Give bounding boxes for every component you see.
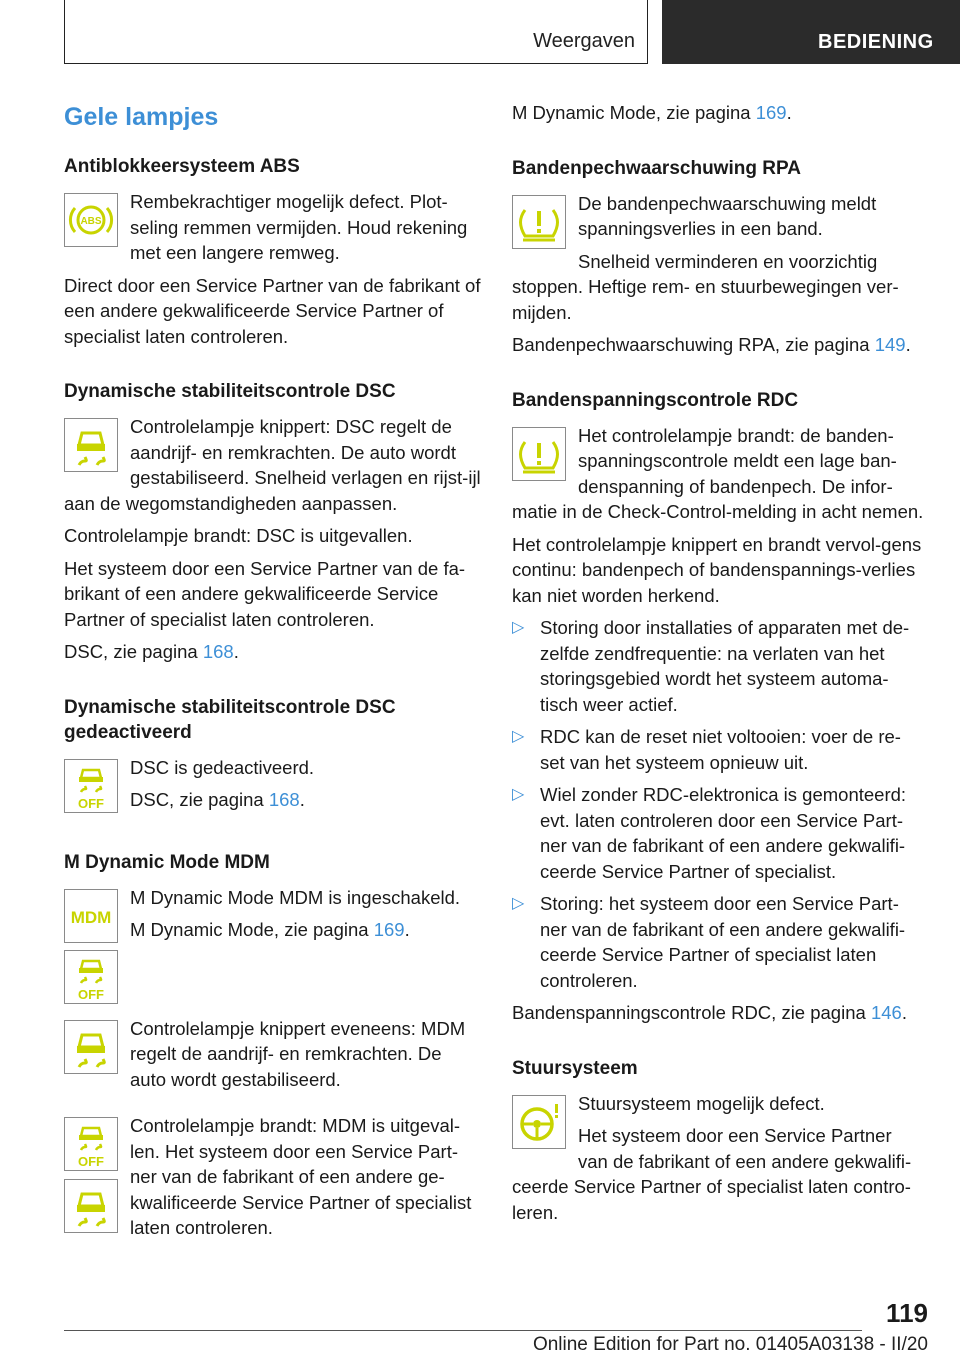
rdc-text-2: Het controlelampje knippert en brandt vervol-gens continu: bandenpech of bandenspannings-verlies kan niet worden herkend. bbox=[512, 533, 922, 606]
steering-wheel-icon bbox=[512, 1095, 566, 1149]
dsc-heading: Dynamische stabiliteitscontrole DSC bbox=[64, 381, 396, 402]
dsc-skid-icon bbox=[64, 1179, 118, 1233]
left-column bbox=[64, 100, 482, 1248]
page-number: 119 bbox=[886, 1298, 928, 1328]
section-steering bbox=[512, 1056, 924, 1233]
dsc-text-2: Controlelampje brandt: DSC is uitgevallen. bbox=[64, 525, 413, 546]
mdm-continued-page-link[interactable]: 169 bbox=[755, 102, 787, 123]
rdc-bullet: ▷ Wiel zonder RDC-elektronica is gemonteerd: evt. laten controleren door een Service Part-ner van de fabrikant of een andere gekwalifi-ceerde Service Partner of specialist. bbox=[512, 784, 907, 882]
rpa-reference: Bandenpechwaarschuwing RPA, zie pagina 149. bbox=[512, 334, 911, 355]
steering-text-2: Het systeem door een Service Partner van de fabrikant of een andere gekwalifi-ceerde Service Partner of specialist laten contro-leren. bbox=[512, 1125, 912, 1223]
dsc-text-1: Controlelampje knippert: DSC regelt de aandrijf- en remkrachten. De auto wordt gestabiliseerd. Snelheid verlagen en rijst-ijl aan de wegomstandigheden aanpassen. bbox=[64, 416, 481, 514]
dsc-reference: DSC, zie pagina 168. bbox=[64, 641, 239, 662]
page-title: Gele lampjes bbox=[64, 103, 219, 131]
rdc-text-1: Het controlelampje brandt: de banden-spanningscontrole meldt een lage ban-denspanning of bandenpech. De infor-matie in de Check-Control-melding in acht nemen. bbox=[512, 424, 924, 522]
rdc-heading: Bandenspanningscontrole RDC bbox=[512, 389, 799, 411]
rpa-heading: Bandenpechwaarschuwing RPA bbox=[512, 157, 801, 179]
abs-heading: Antiblokkeersysteem ABS bbox=[64, 156, 300, 177]
tire-pressure-icon bbox=[512, 427, 566, 481]
rdc-bullet: ▷ Storing: het systeem door een Service Part-ner van de fabrikant of een andere gekwalifi-ceerde Service Partner of specialist laten controleren. bbox=[512, 893, 906, 991]
section-dsc-off bbox=[64, 695, 482, 820]
mdm-text-2: Controlelampje knippert eveneens: MDM regelt de aandrijf- en remkrachten. De auto wordt gestabiliseerd. bbox=[130, 1017, 466, 1090]
footer-edition: Online Edition for Part no. 01405A03138 - II/20 bbox=[532, 1334, 928, 1355]
mdm-page-link[interactable]: 169 bbox=[373, 919, 405, 940]
dsc-page-link[interactable]: 168 bbox=[202, 641, 234, 662]
dsc-off-reference: DSC, zie pagina 168. bbox=[130, 789, 305, 810]
tire-pressure-icon bbox=[512, 195, 566, 249]
section-mdm bbox=[64, 850, 482, 1248]
dsc-skid-icon bbox=[64, 1020, 118, 1074]
steering-heading: Stuursysteem bbox=[512, 1057, 638, 1079]
section-dsc bbox=[64, 379, 482, 665]
rpa-text-2: Snelheid verminderen en voorzichtig stoppen. Heftige rem- en stuurbewegingen ver-mijden. bbox=[512, 250, 899, 323]
abs-warning-icon bbox=[64, 193, 118, 247]
section-abs bbox=[64, 154, 482, 349]
header-section-box bbox=[64, 0, 648, 64]
svg-text:OFF: OFF bbox=[78, 986, 104, 1002]
mdm-reference: M Dynamic Mode, zie pagina 169. bbox=[130, 919, 410, 940]
dsc-skid-icon bbox=[64, 418, 118, 472]
abs-text-1: Rembekrachtiger mogelijk defect. Plot-seling remmen vermijden. Houd rekening met een langere remweg. bbox=[130, 191, 468, 263]
svg-text:MDM: MDM bbox=[70, 907, 112, 927]
rdc-bullet: ▷ RDC kan de reset niet voltooien: voer de re-set van het systeem opnieuw uit. bbox=[512, 726, 901, 773]
mdm-icon bbox=[64, 889, 118, 943]
svg-text:ABS: ABS bbox=[80, 216, 102, 227]
mdm-continued-reference: M Dynamic Mode, zie pagina 169. bbox=[512, 102, 792, 123]
dsc-off-icon bbox=[64, 759, 118, 813]
bullet-triangle-icon: ▷ bbox=[512, 786, 525, 803]
rdc-bullet: ▷ Storing door installaties of apparaten met de-zelfde zendfrequentie: na verlaten van het storingsgebied wordt het systeem automa-tisch weer actief. bbox=[512, 617, 910, 715]
abs-text-2: Direct door een Service Partner van de fabrikant of een andere gekwalificeerde Service Partner of specialist laten controleren. bbox=[64, 274, 481, 347]
header-chapter-box bbox=[662, 0, 960, 64]
rpa-page-link[interactable]: 149 bbox=[874, 334, 906, 355]
dsc-off-icon bbox=[64, 950, 118, 1004]
mdm-text-1: M Dynamic Mode MDM is ingeschakeld. bbox=[130, 886, 461, 908]
svg-text:OFF: OFF bbox=[78, 795, 104, 811]
dsc-off-text-1: DSC is gedeactiveerd. bbox=[130, 756, 315, 778]
dsc-off-page-link[interactable]: 168 bbox=[268, 789, 300, 810]
dsc-off-icon bbox=[64, 1117, 118, 1171]
header-chapter-title: BEDIENING bbox=[818, 31, 934, 53]
svg-text:OFF: OFF bbox=[78, 1154, 104, 1169]
header-section-title: Weergaven bbox=[533, 30, 635, 52]
section-rpa bbox=[512, 156, 924, 358]
section-rdc bbox=[512, 388, 924, 1026]
dsc-off-heading: Dynamische stabiliteitscontrole DSC gedeactiveerd bbox=[64, 696, 396, 743]
right-column bbox=[512, 100, 924, 1232]
footer-divider bbox=[64, 1330, 862, 1331]
rpa-text-1: De bandenpechwaarschuwing meldt spanningsverlies in een band. bbox=[578, 192, 877, 239]
bullet-triangle-icon: ▷ bbox=[512, 728, 525, 745]
mdm-heading: M Dynamic Mode MDM bbox=[64, 851, 270, 873]
dsc-text-3: Het systeem door een Service Partner van de fa-brikant of een andere gekwalificeerde Service Partner of specialist laten controleren. bbox=[64, 557, 466, 630]
rdc-reference: Bandenspanningscontrole RDC, zie pagina 146. bbox=[512, 1002, 907, 1023]
mdm-text-3: Controlelampje brandt: MDM is uitgeval-len. Het systeem door een Service Part-ner van de fabrikant of een andere ge-kwalificeerde Service Partner of specialist laten controleren. bbox=[130, 1115, 472, 1238]
rdc-page-link[interactable]: 146 bbox=[870, 1002, 902, 1023]
bullet-triangle-icon: ▷ bbox=[512, 619, 525, 636]
steering-text-1: Stuursysteem mogelijk defect. bbox=[578, 1092, 825, 1114]
bullet-triangle-icon: ▷ bbox=[512, 895, 525, 912]
